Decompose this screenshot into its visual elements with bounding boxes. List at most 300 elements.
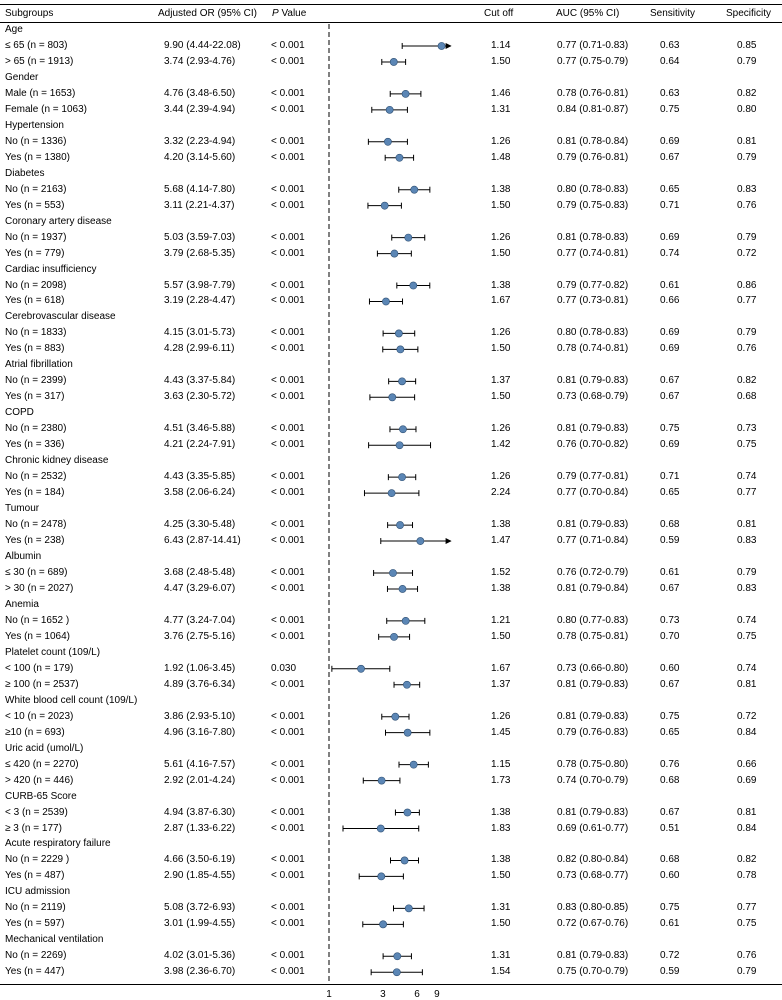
or-point (378, 777, 385, 784)
auc-value: 0.81 (0.79-0.83) (557, 519, 629, 531)
auc-value: 0.77 (0.71-0.83) (557, 39, 629, 51)
row-label: Yes (n = 447) (5, 966, 65, 978)
cutoff-value: 1.26 (491, 135, 511, 147)
group-label: Coronary artery disease (5, 215, 112, 227)
or-text: 5.61 (4.16-7.57) (164, 758, 236, 770)
or-text: 4.21 (2.24-7.91) (164, 439, 236, 451)
or-point (405, 234, 412, 241)
specificity-value: 0.77 (737, 487, 757, 499)
group-label: Gender (5, 71, 39, 83)
row-label: > 65 (n = 1913) (5, 55, 74, 67)
sensitivity-value: 0.69 (660, 135, 680, 147)
row-label: No (n = 1833) (5, 327, 67, 339)
row-label: No (n = 2380) (5, 423, 67, 435)
row-label: ≤ 420 (n = 2270) (5, 758, 79, 770)
p-value: < 0.001 (271, 806, 305, 818)
auc-value: 0.78 (0.74-0.81) (557, 343, 629, 355)
cutoff-value: 1.15 (491, 758, 511, 770)
or-text: 3.74 (2.93-4.76) (164, 55, 236, 67)
p-value: < 0.001 (271, 902, 305, 914)
sensitivity-value: 0.66 (660, 295, 680, 307)
sensitivity-value: 0.76 (660, 758, 680, 770)
group-label: Diabetes (5, 167, 45, 179)
auc-value: 0.84 (0.81-0.87) (557, 103, 629, 115)
cutoff-value: 1.50 (491, 630, 511, 642)
or-point (402, 90, 409, 97)
header-cutoff: Cut off (484, 8, 514, 19)
auc-value: 0.81 (0.79-0.84) (557, 582, 629, 594)
or-text: 5.08 (3.72-6.93) (164, 902, 236, 914)
row-label: Yes (n = 184) (5, 487, 65, 499)
row-label: Yes (n = 487) (5, 870, 65, 882)
sensitivity-value: 0.69 (660, 231, 680, 243)
specificity-value: 0.72 (737, 710, 757, 722)
auc-value: 0.82 (0.80-0.84) (557, 854, 629, 866)
or-point (401, 857, 408, 864)
row-label: < 100 (n = 179) (5, 662, 74, 674)
cutoff-value: 1.54 (491, 966, 511, 978)
row-label: < 3 (n = 2539) (5, 806, 68, 818)
p-value: < 0.001 (271, 582, 305, 594)
row-label: Female (n = 1063) (5, 103, 87, 115)
p-value: < 0.001 (271, 519, 305, 531)
sensitivity-value: 0.63 (660, 39, 680, 51)
group-label: Anemia (5, 598, 39, 610)
row-label: ≥10 (n = 693) (5, 726, 65, 738)
specificity-value: 0.72 (737, 247, 757, 259)
specificity-value: 0.82 (737, 375, 757, 387)
auc-value: 0.78 (0.75-0.80) (557, 758, 629, 770)
p-value: < 0.001 (271, 231, 305, 243)
row-label: No (n = 2119) (5, 902, 66, 914)
row-label: Yes (n = 553) (5, 199, 65, 211)
p-value: < 0.001 (271, 726, 305, 738)
group-label: Acute respiratory failure (5, 838, 111, 850)
or-point (404, 729, 411, 736)
sensitivity-value: 0.71 (660, 471, 680, 483)
row-label: No (n = 2163) (5, 183, 67, 195)
or-point (405, 905, 412, 912)
auc-value: 0.79 (0.77-0.81) (557, 471, 629, 483)
cutoff-value: 1.14 (491, 39, 511, 51)
p-value: 0.030 (271, 662, 297, 674)
specificity-value: 0.83 (737, 183, 757, 195)
or-text: 5.03 (3.59-7.03) (164, 231, 236, 243)
sensitivity-value: 0.72 (660, 950, 680, 962)
auc-value: 0.80 (0.78-0.83) (557, 183, 629, 195)
specificity-value: 0.82 (737, 854, 757, 866)
auc-value: 0.76 (0.70-0.82) (557, 439, 629, 451)
p-value: < 0.001 (271, 423, 305, 435)
sensitivity-value: 0.70 (660, 630, 680, 642)
sensitivity-value: 0.61 (660, 279, 680, 291)
or-text: 3.68 (2.48-5.48) (164, 566, 236, 578)
sensitivity-value: 0.51 (660, 822, 680, 834)
cutoff-value: 1.26 (491, 231, 511, 243)
cutoff-value: 1.45 (491, 726, 511, 738)
or-text: 3.01 (1.99-4.55) (164, 918, 236, 930)
auc-value: 0.79 (0.75-0.83) (557, 199, 629, 211)
group-label: Cardiac insufficiency (5, 263, 97, 275)
row-label: No (n = 2478) (5, 519, 67, 531)
or-text: 1.92 (1.06-3.45) (164, 662, 236, 674)
specificity-value: 0.86 (737, 279, 757, 291)
specificity-value: 0.79 (737, 566, 757, 578)
specificity-value: 0.79 (737, 55, 757, 67)
row-label: No (n = 2269) (5, 950, 67, 962)
sensitivity-value: 0.69 (660, 343, 680, 355)
cutoff-value: 1.50 (491, 55, 511, 67)
row-label: < 10 (n = 2023) (5, 710, 74, 722)
cutoff-value: 1.37 (491, 678, 511, 690)
or-text: 3.98 (2.36-6.70) (164, 966, 236, 978)
row-label: Yes (n = 336) (5, 439, 65, 451)
or-point (380, 921, 387, 928)
or-text: 4.76 (3.48-6.50) (164, 87, 236, 99)
specificity-value: 0.76 (737, 950, 757, 962)
specificity-value: 0.79 (737, 327, 757, 339)
or-text: 3.63 (2.30-5.72) (164, 391, 236, 403)
or-text: 4.28 (2.99-6.11) (164, 343, 235, 355)
cutoff-value: 1.50 (491, 870, 511, 882)
p-value: < 0.001 (271, 375, 305, 387)
specificity-value: 0.83 (737, 535, 757, 547)
header-sensitivity: Sensitivity (650, 8, 696, 19)
or-text: 2.90 (1.85-4.55) (164, 870, 236, 882)
sensitivity-value: 0.68 (660, 774, 680, 786)
group-label: COPD (5, 407, 34, 419)
or-point (396, 521, 403, 528)
or-text: 3.11 (2.21-4.37) (164, 199, 235, 211)
or-point (397, 346, 404, 353)
sensitivity-value: 0.67 (660, 806, 680, 818)
specificity-value: 0.66 (737, 758, 757, 770)
sensitivity-value: 0.74 (660, 247, 680, 259)
group-label: Tumour (5, 503, 40, 515)
or-point (398, 474, 405, 481)
cutoff-value: 1.47 (491, 535, 511, 547)
cutoff-value: 1.37 (491, 375, 511, 387)
p-value: < 0.001 (271, 151, 305, 163)
row-label: Yes (n = 597) (5, 918, 65, 930)
sensitivity-value: 0.67 (660, 582, 680, 594)
group-label: CURB-65 Score (5, 790, 77, 802)
or-point (357, 665, 364, 672)
sensitivity-value: 0.65 (660, 487, 680, 499)
row-label: Yes (n = 779) (5, 247, 65, 259)
cutoff-value: 1.50 (491, 343, 511, 355)
p-value: < 0.001 (271, 247, 305, 259)
or-point (417, 537, 424, 544)
auc-value: 0.81 (0.79-0.83) (557, 423, 629, 435)
or-point (384, 138, 391, 145)
p-value: < 0.001 (271, 710, 305, 722)
p-value: < 0.001 (271, 870, 305, 882)
specificity-value: 0.76 (737, 199, 757, 211)
or-text: 3.19 (2.28-4.47) (164, 295, 236, 307)
group-label: Cerebrovascular disease (5, 311, 116, 323)
group-label: Albumin (5, 551, 42, 562)
or-text: 4.89 (3.76-6.34) (164, 678, 236, 690)
auc-value: 0.73 (0.68-0.79) (557, 391, 629, 403)
or-text: 4.20 (3.14-5.60) (164, 151, 236, 163)
specificity-value: 0.76 (737, 343, 757, 355)
p-value: < 0.001 (271, 854, 305, 866)
or-point (381, 202, 388, 209)
auc-value: 0.81 (0.79-0.83) (557, 806, 629, 818)
specificity-value: 0.77 (737, 902, 757, 914)
auc-value: 0.77 (0.74-0.81) (557, 247, 629, 259)
auc-value: 0.77 (0.70-0.84) (557, 487, 629, 499)
p-value: < 0.001 (271, 39, 305, 51)
cutoff-value: 1.38 (491, 519, 511, 531)
p-value: < 0.001 (271, 439, 305, 451)
p-value: < 0.001 (271, 391, 305, 403)
cutoff-value: 1.31 (491, 950, 511, 962)
sensitivity-value: 0.75 (660, 103, 680, 115)
auc-value: 0.78 (0.75-0.81) (557, 630, 629, 642)
sensitivity-value: 0.67 (660, 151, 680, 163)
specificity-value: 0.78 (737, 870, 757, 882)
or-point (395, 330, 402, 337)
or-point (396, 442, 403, 449)
p-value: < 0.001 (271, 327, 305, 339)
or-point (398, 378, 405, 385)
cutoff-value: 1.48 (491, 151, 511, 163)
sensitivity-value: 0.65 (660, 726, 680, 738)
cutoff-value: 1.21 (491, 614, 511, 626)
row-label: Yes (n = 1064) (5, 630, 70, 642)
row-label: No (n = 1336) (5, 135, 67, 147)
row-label: Yes (n = 618) (5, 295, 65, 307)
p-value: < 0.001 (271, 487, 305, 499)
or-text: 4.15 (3.01-5.73) (164, 327, 236, 339)
row-label: Yes (n = 883) (5, 343, 65, 355)
cutoff-value: 1.46 (491, 87, 511, 99)
or-text: 3.44 (2.39-4.94) (164, 103, 236, 115)
cutoff-value: 1.83 (491, 822, 511, 834)
or-point (378, 873, 385, 880)
or-text: 4.96 (3.16-7.80) (164, 726, 236, 738)
row-label: ≥ 3 (n = 177) (5, 822, 62, 834)
auc-value: 0.81 (0.79-0.83) (557, 375, 629, 387)
or-point (392, 713, 399, 720)
cutoff-value: 1.38 (491, 279, 511, 291)
or-text: 2.87 (1.33-6.22) (164, 822, 236, 834)
or-point (411, 186, 418, 193)
specificity-value: 0.81 (737, 519, 757, 531)
or-text: 3.32 (2.23-4.94) (164, 135, 236, 147)
or-text: 4.66 (3.50-6.19) (164, 854, 236, 866)
specificity-value: 0.74 (737, 471, 757, 483)
sensitivity-value: 0.65 (660, 183, 680, 195)
or-text: 4.94 (3.87-6.30) (164, 806, 236, 818)
p-value: < 0.001 (271, 822, 305, 834)
cutoff-value: 1.31 (491, 103, 511, 115)
row-label: No (n = 2098) (5, 279, 67, 291)
specificity-value: 0.69 (737, 774, 757, 786)
row-label: No (n = 1937) (5, 231, 67, 243)
or-point (388, 490, 395, 497)
p-value: < 0.001 (271, 535, 305, 547)
auc-value: 0.79 (0.76-0.83) (557, 726, 629, 738)
sensitivity-value: 0.59 (660, 535, 680, 547)
specificity-value: 0.84 (737, 822, 757, 834)
or-point (396, 154, 403, 161)
cutoff-value: 1.31 (491, 902, 511, 914)
or-text: 5.68 (4.14-7.80) (164, 183, 236, 195)
cutoff-value: 1.67 (491, 662, 511, 674)
cutoff-value: 1.50 (491, 391, 511, 403)
p-value: < 0.001 (271, 183, 305, 195)
row-label: Male (n = 1653) (5, 87, 76, 99)
p-value: < 0.001 (271, 566, 305, 578)
or-text: 4.43 (3.37-5.84) (164, 375, 236, 387)
or-text: 4.43 (3.35-5.85) (164, 471, 236, 483)
specificity-value: 0.81 (737, 678, 757, 690)
sensitivity-value: 0.71 (660, 199, 680, 211)
cutoff-value: 1.73 (491, 774, 511, 786)
group-label: Platelet count (109/L) (5, 646, 101, 658)
sensitivity-value: 0.73 (660, 614, 680, 626)
specificity-value: 0.83 (737, 582, 757, 594)
or-point (386, 106, 393, 113)
p-value: < 0.001 (271, 678, 305, 690)
specificity-value: 0.77 (737, 295, 757, 307)
specificity-value: 0.85 (737, 39, 757, 51)
or-point (390, 633, 397, 640)
sensitivity-value: 0.69 (660, 327, 680, 339)
or-point (391, 250, 398, 257)
specificity-value: 0.81 (737, 135, 757, 147)
or-point (389, 569, 396, 576)
row-label: No (n = 2532) (5, 471, 67, 483)
or-text: 4.77 (3.24-7.04) (164, 614, 236, 626)
group-label: ICU admission (5, 886, 71, 898)
or-point (393, 969, 400, 976)
auc-value: 0.72 (0.67-0.76) (557, 918, 629, 930)
auc-value: 0.74 (0.70-0.79) (557, 774, 629, 786)
or-point (399, 426, 406, 433)
or-text: 6.43 (2.87-14.41) (164, 535, 241, 547)
group-label: Chronic kidney disease (5, 455, 109, 467)
cutoff-value: 1.26 (491, 471, 511, 483)
or-point (394, 953, 401, 960)
specificity-value: 0.68 (737, 391, 757, 403)
auc-value: 0.73 (0.68-0.77) (557, 870, 629, 882)
row-label: No (n = 2399) (5, 375, 67, 387)
cutoff-value: 1.38 (491, 582, 511, 594)
auc-value: 0.83 (0.80-0.85) (557, 902, 629, 914)
auc-value: 0.81 (0.79-0.83) (557, 678, 629, 690)
specificity-value: 0.80 (737, 103, 757, 115)
header-p-rest: Value (278, 8, 307, 19)
group-label: Atrial fibrillation (5, 359, 73, 371)
sensitivity-value: 0.75 (660, 902, 680, 914)
row-label: Yes (n = 1380) (5, 151, 70, 163)
or-text: 3.76 (2.75-5.16) (164, 630, 236, 642)
cutoff-value: 1.50 (491, 199, 511, 211)
specificity-value: 0.74 (737, 614, 757, 626)
or-text: 2.92 (2.01-4.24) (164, 774, 236, 786)
header-auc: AUC (95% CI) (556, 8, 620, 19)
or-text: 4.02 (3.01-5.36) (164, 950, 236, 962)
specificity-value: 0.75 (737, 439, 757, 451)
specificity-value: 0.74 (737, 662, 757, 674)
or-text: 4.25 (3.30-5.48) (164, 519, 236, 531)
row-label: Yes (n = 317) (5, 391, 65, 403)
sensitivity-value: 0.67 (660, 375, 680, 387)
p-value: < 0.001 (271, 950, 305, 962)
auc-value: 0.80 (0.77-0.83) (557, 614, 629, 626)
auc-value: 0.73 (0.66-0.80) (557, 662, 629, 674)
or-point (377, 825, 384, 832)
or-point (399, 585, 406, 592)
auc-value: 0.76 (0.72-0.79) (557, 566, 629, 578)
p-value: < 0.001 (271, 966, 305, 978)
or-point (410, 282, 417, 289)
or-text: 3.58 (2.06-6.24) (164, 487, 236, 499)
p-value: < 0.001 (271, 87, 305, 99)
p-value: < 0.001 (271, 343, 305, 355)
or-point (382, 298, 389, 305)
or-text: 4.51 (3.46-5.88) (164, 423, 236, 435)
or-text: 5.57 (3.98-7.79) (164, 279, 236, 291)
or-point (403, 681, 410, 688)
group-label: Hypertension (5, 119, 64, 131)
or-point (404, 809, 411, 816)
row-label: ≤ 30 (n = 689) (5, 566, 68, 578)
row-label: No (n = 2229 ) (5, 854, 70, 866)
row-label: > 30 (n = 2027) (5, 582, 74, 594)
p-value: < 0.001 (271, 774, 305, 786)
specificity-value: 0.75 (737, 918, 757, 930)
sensitivity-value: 0.61 (660, 566, 680, 578)
or-text: 4.47 (3.29-6.07) (164, 582, 236, 594)
p-value: < 0.001 (271, 199, 305, 211)
cutoff-value: 1.38 (491, 183, 511, 195)
auc-value: 0.80 (0.78-0.83) (557, 327, 629, 339)
x-tick-label: 6 (414, 989, 420, 1000)
p-value: < 0.001 (271, 135, 305, 147)
x-tick-label: 9 (434, 989, 440, 1000)
specificity-value: 0.79 (737, 966, 757, 978)
or-text: 3.86 (2.93-5.10) (164, 710, 236, 722)
cutoff-value: 1.26 (491, 327, 511, 339)
or-text: 3.79 (2.68-5.35) (164, 247, 236, 259)
cutoff-value: 1.52 (491, 566, 511, 578)
or-point (389, 394, 396, 401)
auc-value: 0.77 (0.75-0.79) (557, 55, 629, 67)
row-label: > 420 (n = 446) (5, 774, 74, 786)
auc-value: 0.81 (0.79-0.83) (557, 710, 629, 722)
cutoff-value: 1.26 (491, 423, 511, 435)
sensitivity-value: 0.60 (660, 662, 680, 674)
specificity-value: 0.73 (737, 423, 757, 435)
or-point (390, 58, 397, 65)
auc-value: 0.78 (0.76-0.81) (557, 87, 629, 99)
cutoff-value: 1.42 (491, 439, 511, 451)
header-specificity: Specificity (726, 8, 772, 19)
p-value: < 0.001 (271, 630, 305, 642)
sensitivity-value: 0.63 (660, 87, 680, 99)
auc-value: 0.81 (0.78-0.83) (557, 231, 629, 243)
cutoff-value: 1.38 (491, 806, 511, 818)
or-text: 9.90 (4.44-22.08) (164, 39, 241, 51)
auc-value: 0.69 (0.61-0.77) (557, 822, 629, 834)
auc-value: 0.77 (0.73-0.81) (557, 295, 629, 307)
header-p-italic: P (272, 8, 279, 19)
